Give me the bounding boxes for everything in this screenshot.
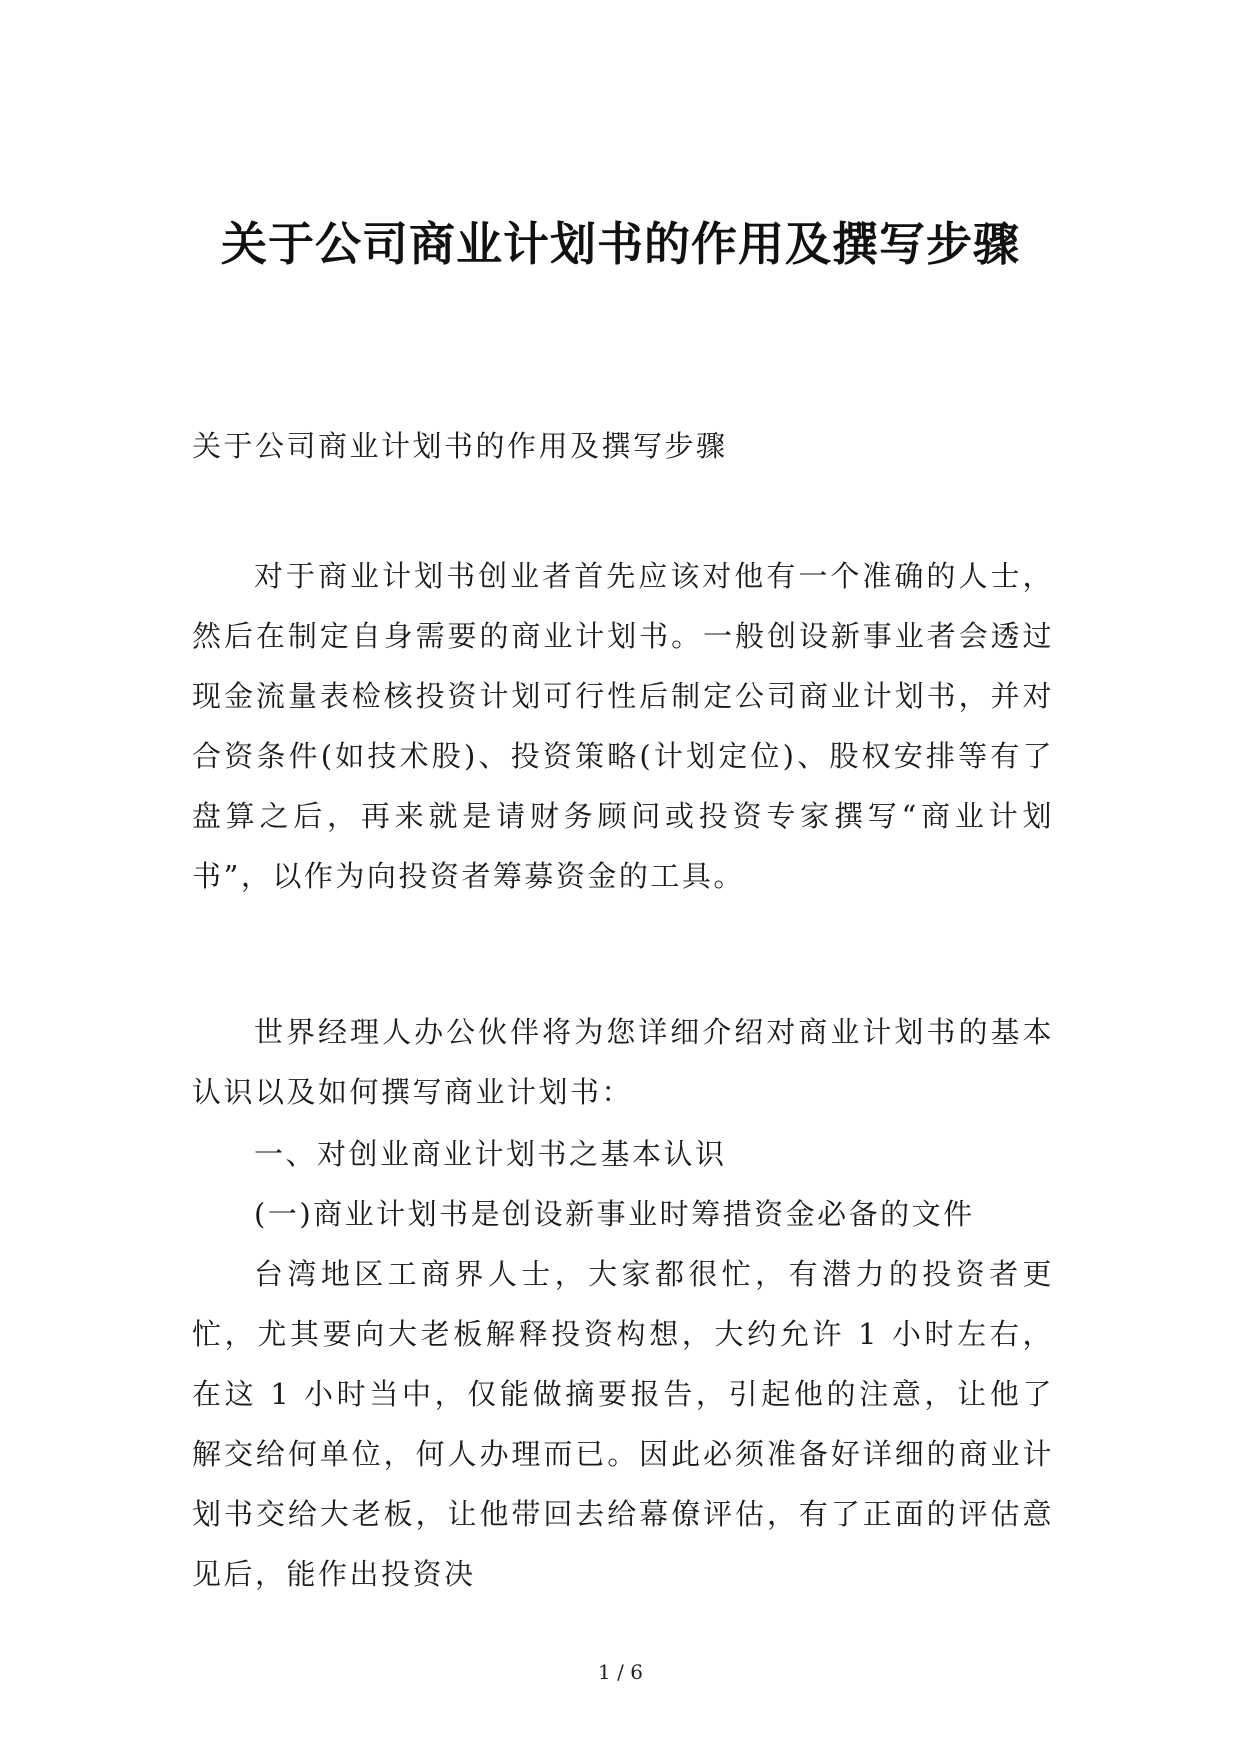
paragraph-overview: 世界经理人办公伙伴将为您详细介绍对商业计划书的基本认识以及如何撰写商业计划书： <box>192 1015 1054 1109</box>
section-heading: 一、对创业商业计划书之基本认识 <box>254 1137 727 1171</box>
subsection-heading: (一)商业计划书是创设新事业时筹措资金必备的文件 <box>254 1197 975 1231</box>
page-number: 1 / 6 <box>598 1660 643 1684</box>
paragraph-intro: 对于商业计划书创业者首先应该对他有一个准确的人士，然后在制定自身需要的商业计划书。一般创设新事业者会透过现金流量表检核投资计划可行性后制定公司商业计划书，并对合资条件(如技术股)、投资策略(计划定位)、股权安排等有了盘算之后，再来就是请财务顾问或投资专家撰写“商业计划书”，以作为向投资者筹募资金的工具。 <box>192 559 1054 893</box>
paragraph-body: 台湾地区工商界人士，大家都很忙，有潜力的投资者更忙，尤其要向大老板解释投资构想，大约允许 1 小时左右，在这 1 小时当中，仅能做摘要报告，引起他的注意，让他了解交给何单位，何人办理而已。因此必须准备好详细的商业计划书交给大老板，让他带回去给幕僚评估，有了正面的评估意见后，能作出投资决 <box>192 1257 1054 1591</box>
document-title: 关于公司商业计划书的作用及撰写步骤 <box>221 217 1020 271</box>
document-subtitle: 关于公司商业计划书的作用及撰写步骤 <box>192 429 728 463</box>
